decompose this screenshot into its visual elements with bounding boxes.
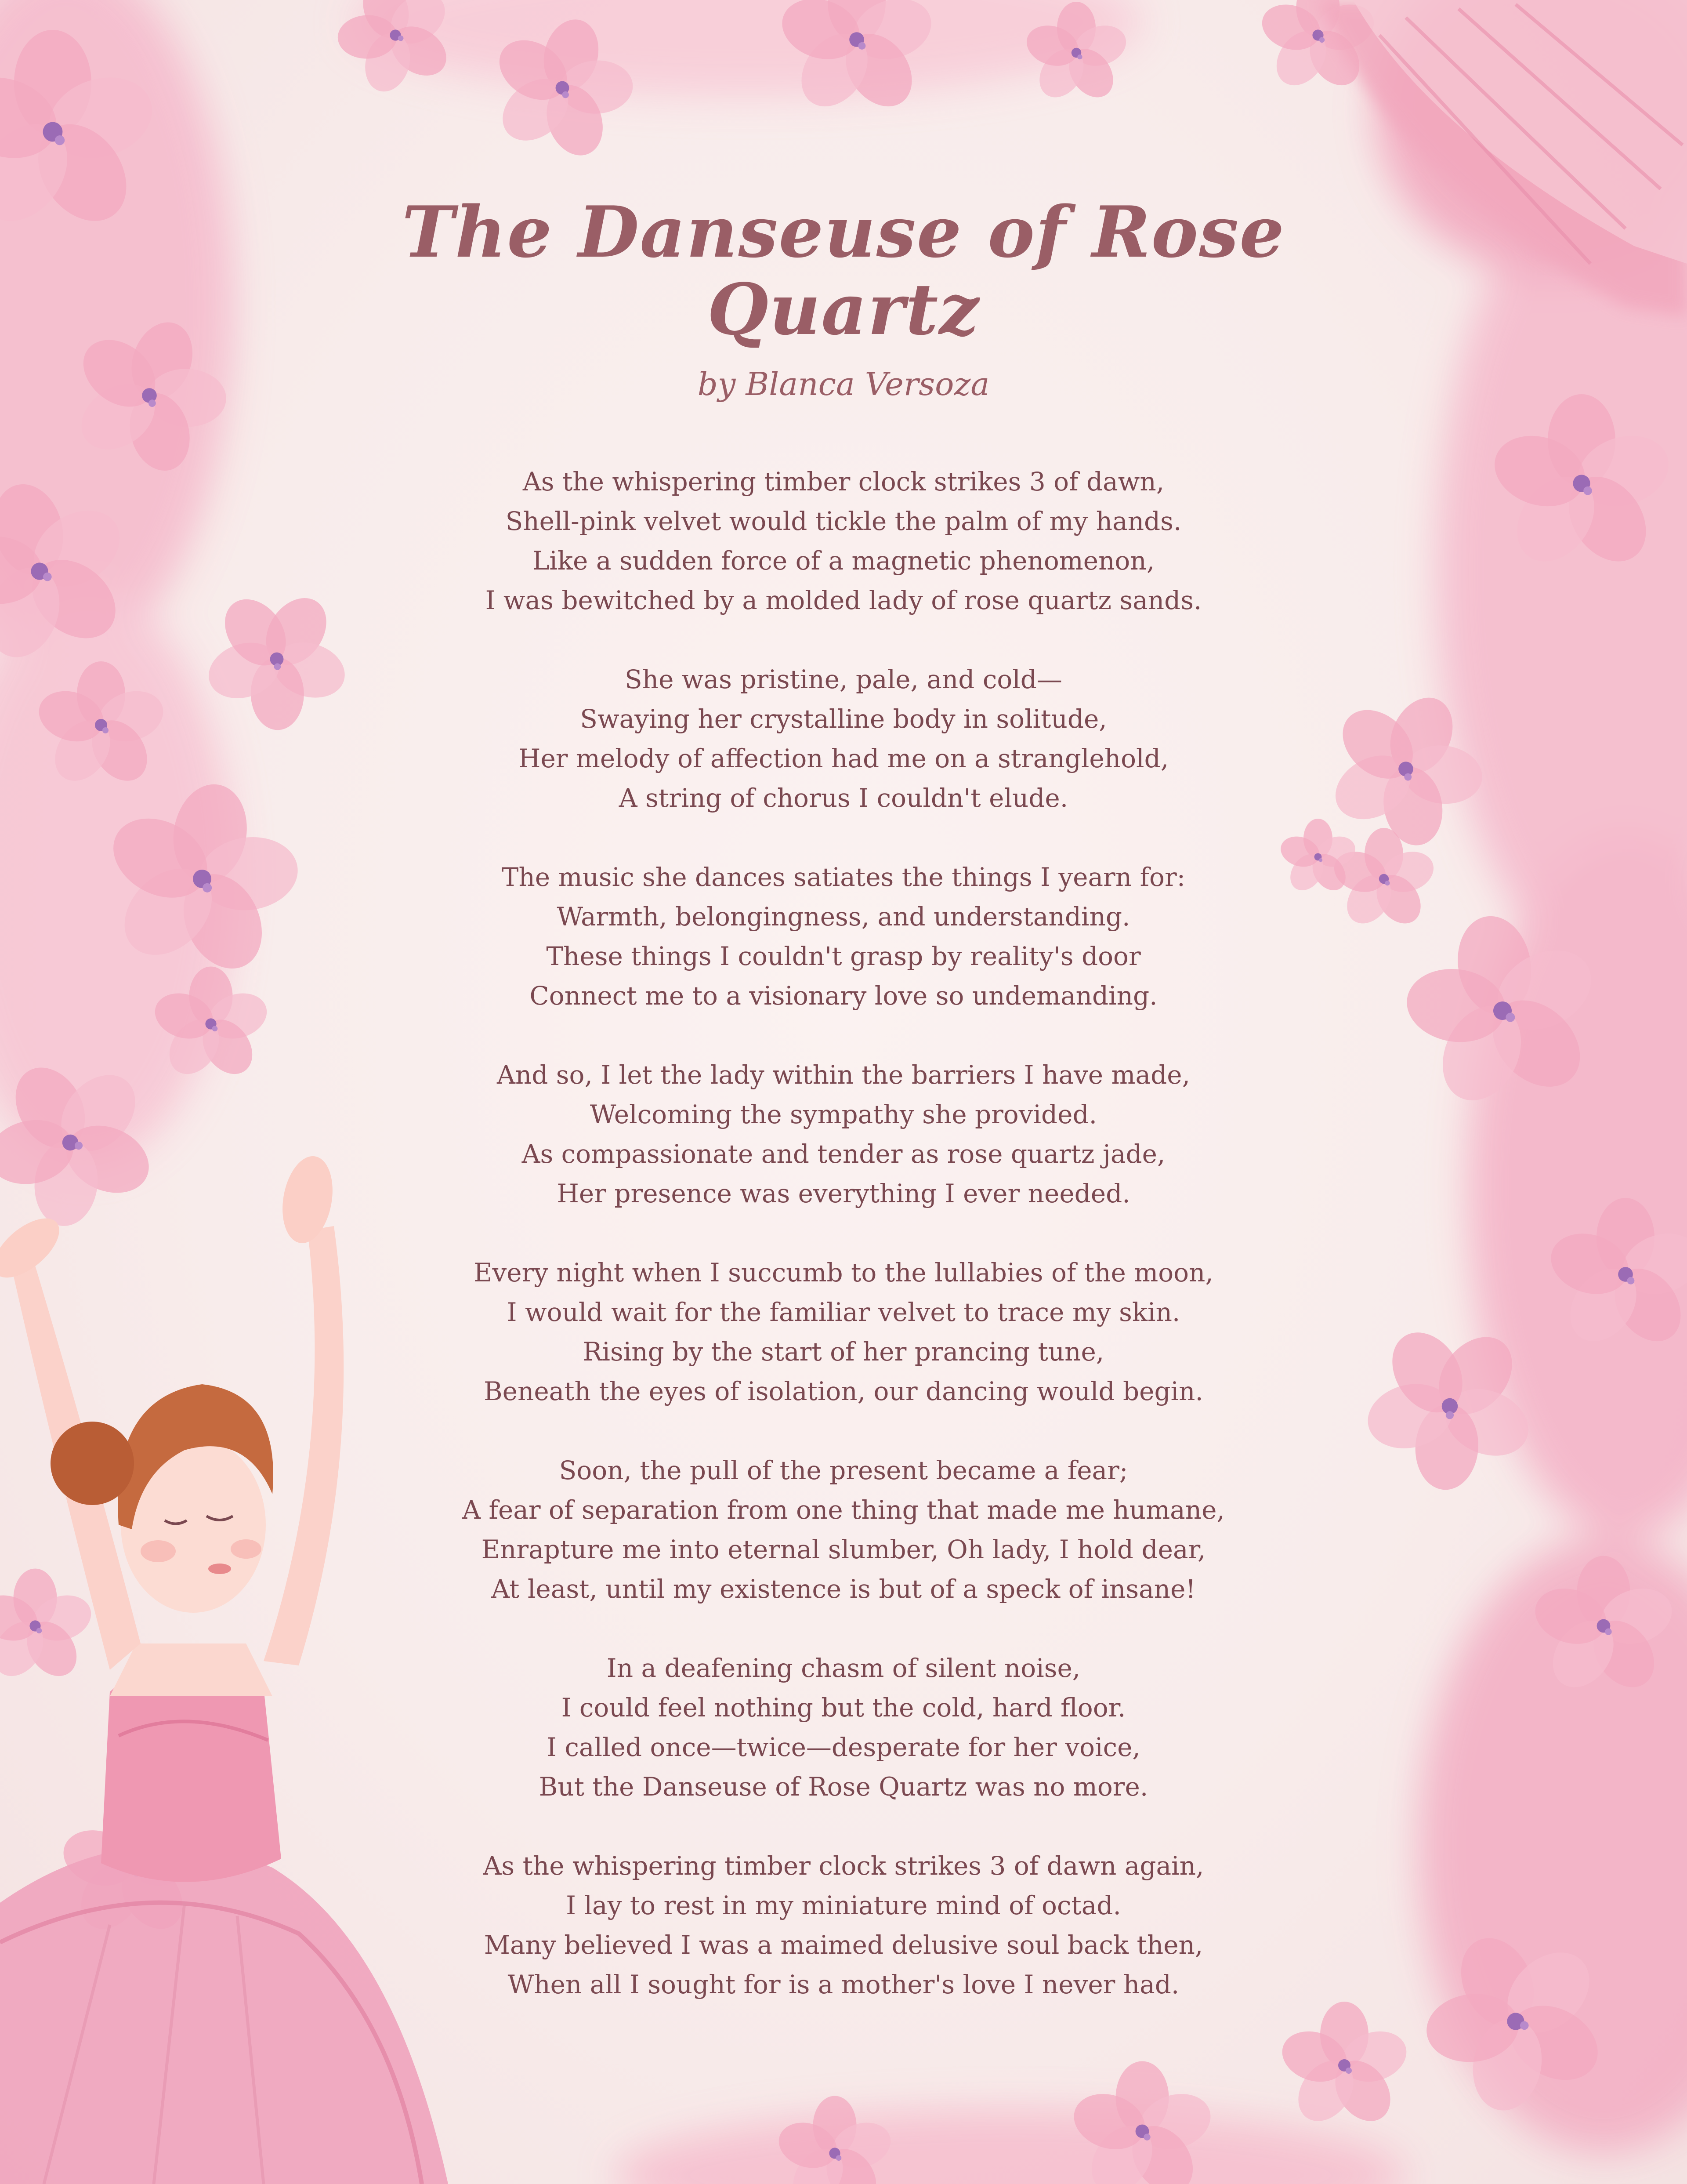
stanza <box>395 660 1292 818</box>
poem-line: I could feel nothing but the cold, hard floor. <box>561 1693 1126 1723</box>
stanza <box>395 857 1292 1016</box>
stanza <box>395 1451 1292 1609</box>
poem-line: In a deafening chasm of silent noise, <box>606 1653 1081 1683</box>
poem-title: The Danseuse of Rose Quartz <box>402 191 1285 351</box>
poem-line: Every night when I succumb to the lullabies of the moon, <box>474 1258 1213 1288</box>
poem-line: Enrapture me into eternal slumber, Oh lady, I hold dear, <box>481 1535 1206 1564</box>
poem-line: Soon, the pull of the present became a fear; <box>559 1455 1128 1485</box>
poem-line: Swaying her crystalline body in solitude, <box>580 704 1107 734</box>
stanza <box>395 462 1292 620</box>
poem-line: The music she dances satiates the things I yearn for: <box>501 862 1186 892</box>
poem-line: I would wait for the familiar velvet to trace my skin. <box>507 1297 1180 1327</box>
poem-line: At least, until my existence is but of a speck of insane! <box>491 1574 1196 1604</box>
poem-line: Warmth, belongingness, and understanding. <box>557 902 1130 932</box>
poem-line: Her presence was everything I ever needed. <box>557 1179 1130 1208</box>
poem-line: Like a sudden force of a magnetic phenomenon, <box>532 546 1155 576</box>
poem-line: Welcoming the sympathy she provided. <box>590 1099 1097 1129</box>
poem-line: Connect me to a visionary love so undemanding. <box>529 981 1158 1011</box>
poem-line: Rising by the start of her prancing tune, <box>583 1337 1104 1367</box>
poem-line: A fear of separation from one thing that made me humane, <box>462 1495 1225 1525</box>
poem-line: I called once—twice—desperate for her voice, <box>547 1732 1140 1762</box>
poem-body <box>395 462 1292 2004</box>
poem-line: Beneath the eyes of isolation, our dancing would begin. <box>484 1376 1203 1406</box>
poem-line: Many believed I was a maimed delusive soul back then, <box>484 1930 1203 1960</box>
poem-line: Shell-pink velvet would tickle the palm of my hands. <box>505 506 1182 536</box>
poem-byline: by Blanca Versoza <box>697 366 990 403</box>
poem-line: I lay to rest in my miniature mind of octad. <box>566 1890 1121 1920</box>
poem-content <box>395 193 1292 2044</box>
stanza <box>395 1648 1292 1807</box>
poem-line: As the whispering timber clock strikes 3 of dawn, <box>522 467 1165 497</box>
poem-line: I was bewitched by a molded lady of rose quartz sands. <box>485 585 1202 615</box>
poem-line: When all I sought for is a mother's love I never had. <box>507 1970 1180 1999</box>
poem-line: A string of chorus I couldn't elude. <box>619 783 1068 813</box>
poem-line: As the whispering timber clock strikes 3 of dawn again, <box>483 1851 1204 1881</box>
poem-line: As compassionate and tender as rose quartz jade, <box>521 1139 1166 1169</box>
poem-line: But the Danseuse of Rose Quartz was no more. <box>539 1772 1148 1802</box>
stanza <box>395 1846 1292 2004</box>
poem-line: She was pristine, pale, and cold— <box>625 664 1062 694</box>
poem-line: Her melody of affection had me on a stranglehold, <box>518 744 1169 773</box>
stanza <box>395 1253 1292 1411</box>
stanza <box>395 1055 1292 1213</box>
poem-line: These things I couldn't grasp by reality's door <box>546 941 1141 971</box>
poem-line: And so, I let the lady within the barriers I have made, <box>496 1060 1191 1090</box>
